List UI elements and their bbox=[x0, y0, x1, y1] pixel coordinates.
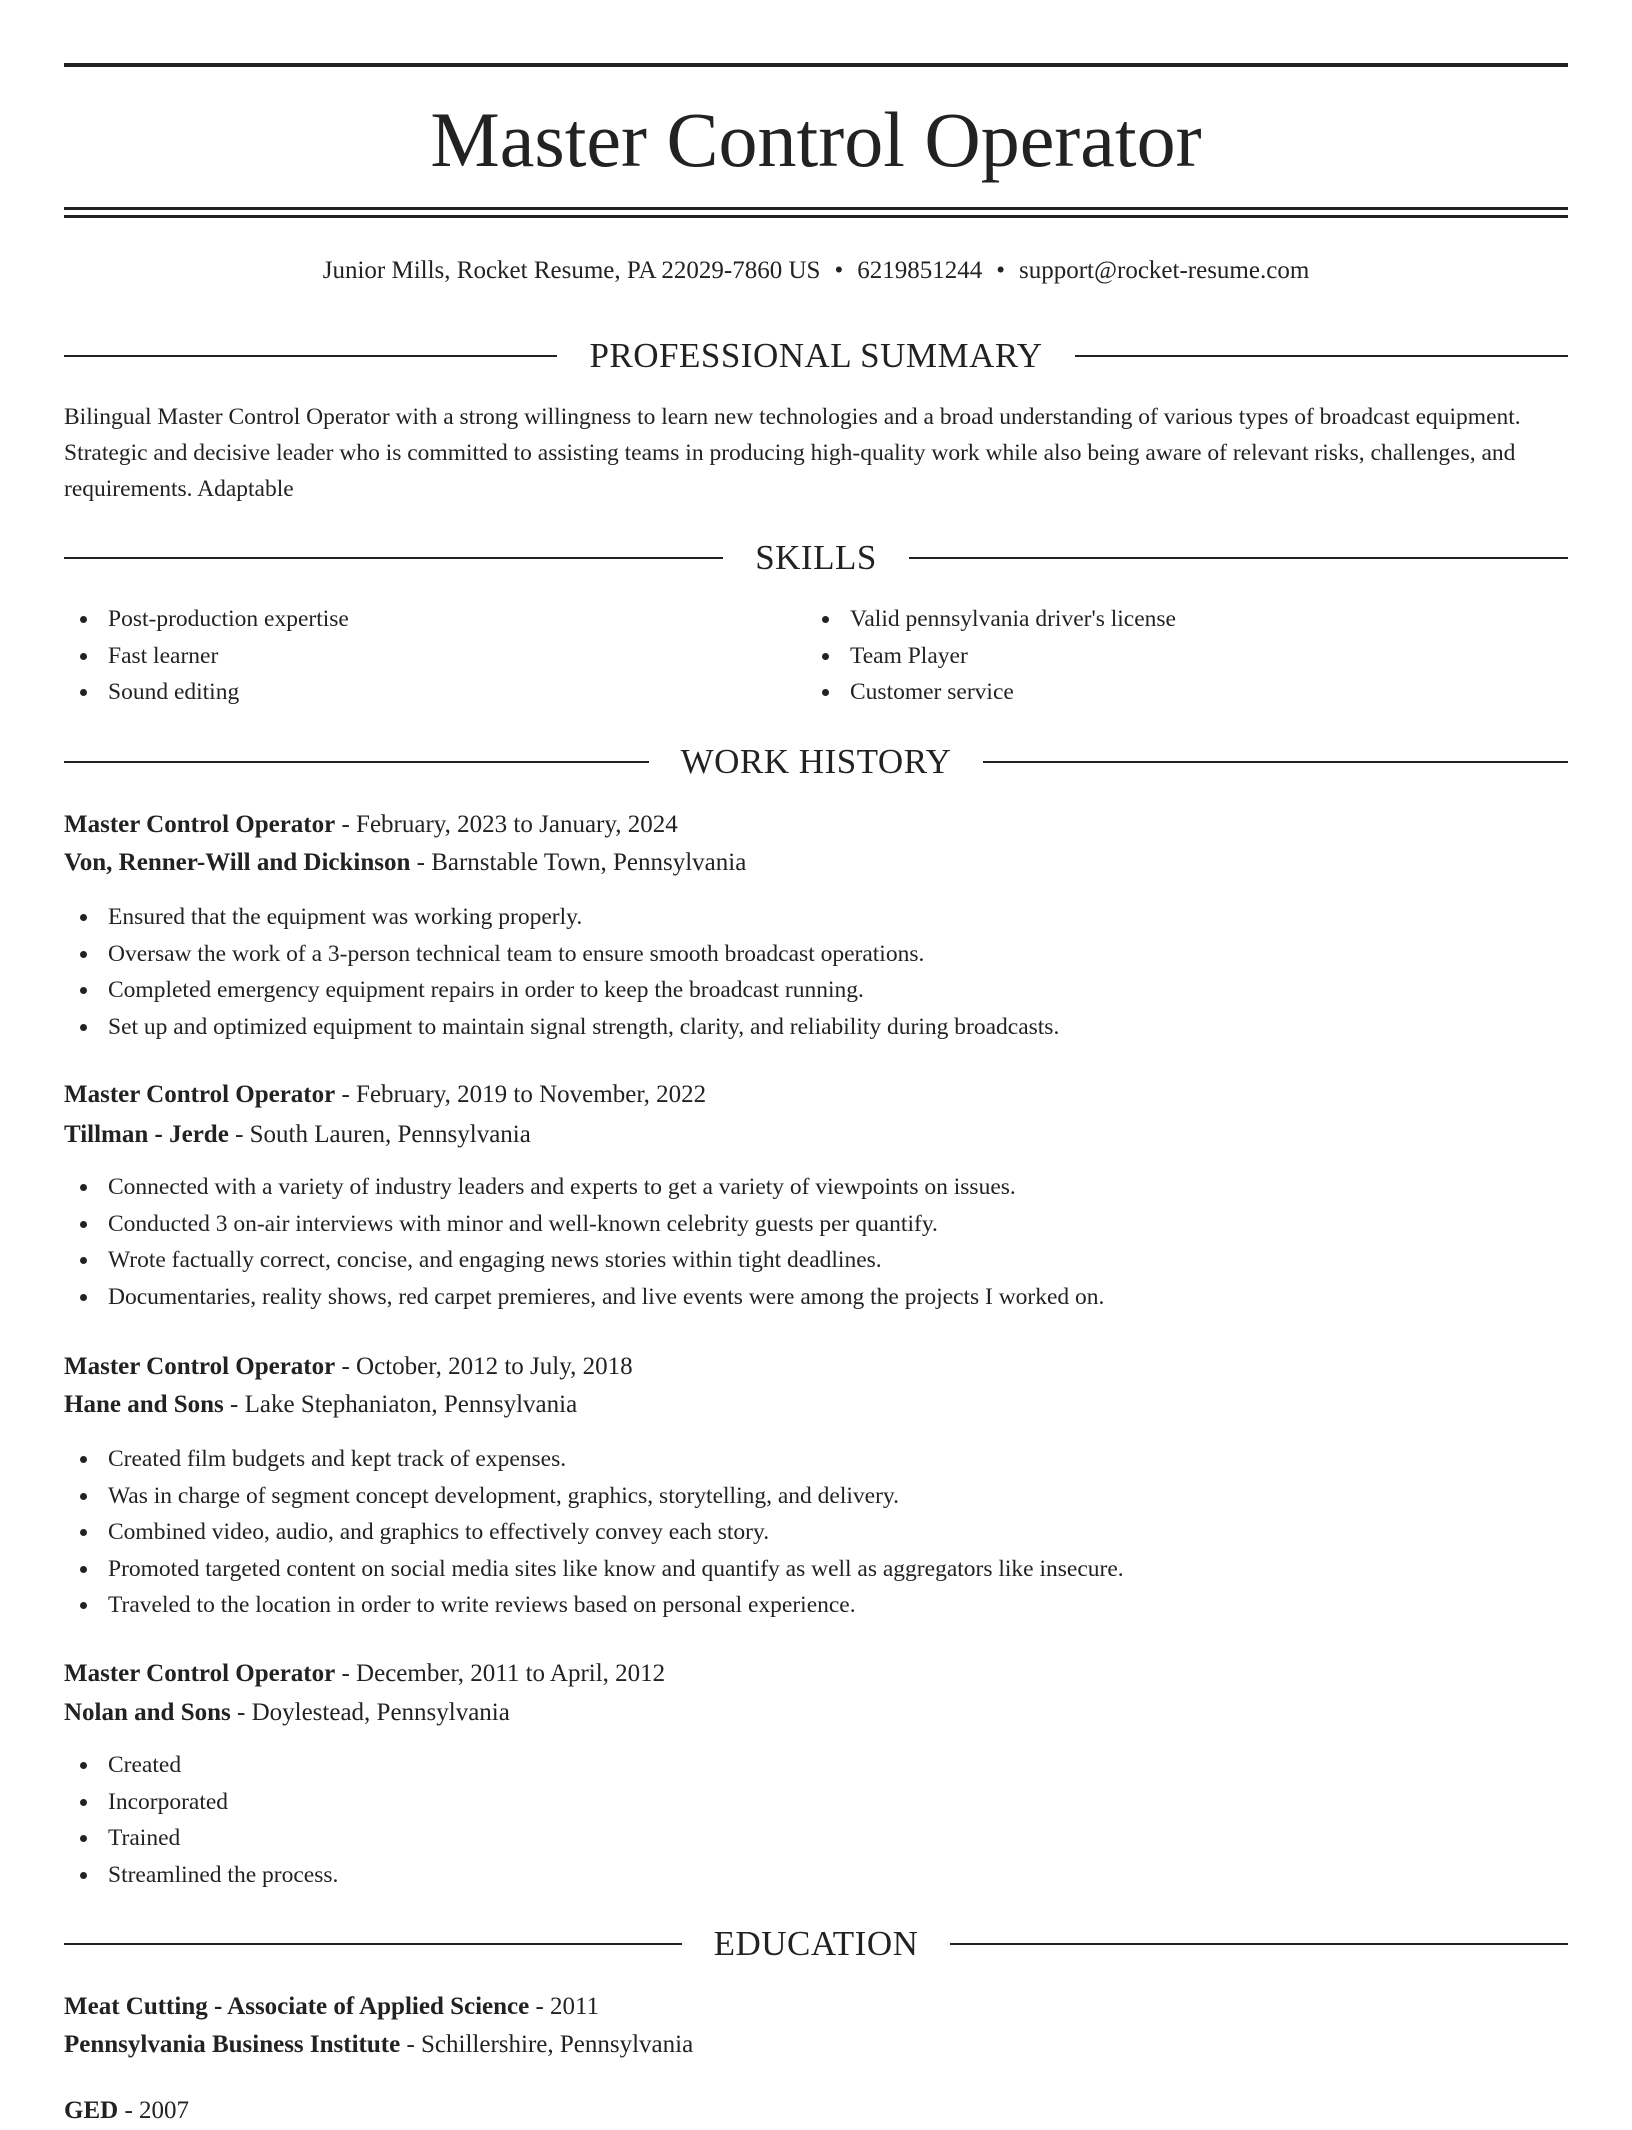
job-title: Master Control Operator bbox=[64, 1660, 336, 1687]
job-title-line bbox=[64, 806, 1568, 844]
education-heading bbox=[64, 1920, 1568, 1968]
education-degree-line bbox=[64, 1988, 1568, 2026]
job-bullet: Connected with a variety of industry leaders and experts to get a variety of viewpoints on issues. bbox=[64, 1169, 1568, 1206]
contact-line bbox=[64, 253, 1568, 289]
job-company-line bbox=[64, 1694, 1568, 1732]
job-location: - Doylestead, Pennsylvania bbox=[230, 1699, 510, 1726]
job-company: Nolan and Sons bbox=[64, 1699, 231, 1726]
contact-phone: 6219851244 bbox=[857, 257, 983, 284]
job-bullet: Created bbox=[64, 1747, 1568, 1784]
header-rule-1 bbox=[64, 207, 1568, 210]
job-company-line bbox=[64, 844, 1568, 882]
work-heading bbox=[64, 738, 1568, 786]
job-company: Von, Renner-Will and Dickinson bbox=[64, 849, 411, 876]
education-degree-line bbox=[64, 2092, 1568, 2130]
heading-rule-left bbox=[64, 355, 557, 357]
summary-heading bbox=[64, 332, 1568, 380]
contact-address: Junior Mills, Rocket Resume, PA 22029-7860 US bbox=[322, 257, 821, 284]
job-dates: - February, 2023 to January, 2024 bbox=[335, 811, 678, 838]
summary-heading-label: PROFESSIONAL SUMMARY bbox=[589, 336, 1043, 375]
job-title-line bbox=[64, 1076, 1568, 1114]
heading-rule-right bbox=[909, 557, 1568, 559]
skills-heading bbox=[64, 534, 1568, 582]
job-company: Tillman - Jerde bbox=[64, 1121, 229, 1148]
heading-rule-left bbox=[64, 761, 649, 763]
job-bullet: Was in charge of segment concept development, graphics, storytelling, and delivery. bbox=[64, 1478, 1568, 1515]
work-heading-label: WORK HISTORY bbox=[680, 742, 952, 781]
job-bullet: Conducted 3 on-air interviews with minor and well-known celebrity guests per quantify. bbox=[64, 1206, 1568, 1243]
education-degree: Meat Cutting - Associate of Applied Science bbox=[64, 1993, 530, 2020]
skills-heading-label: SKILLS bbox=[755, 538, 877, 577]
job-location: - Barnstable Town, Pennsylvania bbox=[410, 849, 747, 876]
summary-text: Bilingual Master Control Operator with a strong willingness to learn new technologies and a broad understanding of various types of broadcast equipment. Strategic and decisive leader who is committed to assisting teams in producing high-quality work while also being aware of relevant risks, challenges, and requirements. Adaptable bbox=[64, 404, 1521, 502]
job-bullet: Incorporated bbox=[64, 1784, 1568, 1821]
job-bullet: Trained bbox=[64, 1820, 1568, 1857]
job-bullet: Promoted targeted content on social media sites like know and quantify as well as aggregators like insecure. bbox=[64, 1551, 1568, 1588]
job-company: Hane and Sons bbox=[64, 1391, 224, 1418]
skill-item: Post-production expertise bbox=[64, 601, 804, 638]
education-year: - 2007 bbox=[118, 2097, 190, 2124]
job-bullet: Ensured that the equipment was working properly. bbox=[64, 899, 1568, 936]
heading-rule-right bbox=[950, 1943, 1568, 1945]
page-title: Master Control Operator bbox=[430, 96, 1202, 183]
job-title: Master Control Operator bbox=[64, 811, 336, 838]
education-degree: GED bbox=[64, 2097, 119, 2124]
skill-item: Fast learner bbox=[64, 638, 804, 675]
job-bullet: Oversaw the work of a 3-person technical team to ensure smooth broadcast operations. bbox=[64, 936, 1568, 973]
skills-list-right bbox=[806, 601, 1566, 711]
job-bullet: Created film budgets and kept track of expenses. bbox=[64, 1441, 1568, 1478]
job-bullets bbox=[64, 899, 1568, 1045]
header-rule-2 bbox=[64, 215, 1568, 218]
heading-rule-left bbox=[64, 1943, 682, 1945]
job-bullet: Set up and optimized equipment to maintain signal strength, clarity, and reliability during broadcasts. bbox=[64, 1009, 1568, 1046]
skill-item: Team Player bbox=[806, 638, 1566, 675]
education-school: Pennsylvania Business Institute bbox=[64, 2031, 401, 2058]
skill-item: Customer service bbox=[806, 674, 1566, 711]
job-bullets bbox=[64, 1747, 1568, 1893]
job-bullet: Combined video, audio, and graphics to effectively convey each story. bbox=[64, 1514, 1568, 1551]
heading-rule-left bbox=[64, 557, 723, 559]
job-company-line bbox=[64, 1116, 1568, 1154]
contact-email[interactable]: support@rocket-resume.com bbox=[1018, 257, 1310, 284]
job-company-line bbox=[64, 1386, 1568, 1424]
job-location: - South Lauren, Pennsylvania bbox=[228, 1121, 531, 1148]
education-school-line bbox=[64, 2026, 1568, 2064]
job-bullet: Traveled to the location in order to write reviews based on personal experience. bbox=[64, 1587, 1568, 1624]
job-title: Master Control Operator bbox=[64, 1353, 336, 1380]
job-bullet: Streamlined the process. bbox=[64, 1857, 1568, 1894]
job-location: - Lake Stephaniaton, Pennsylvania bbox=[223, 1391, 578, 1418]
job-bullet: Documentaries, reality shows, red carpet premieres, and live events were among the projects I worked on. bbox=[64, 1279, 1568, 1316]
skill-item: Sound editing bbox=[64, 674, 804, 711]
job-title: Master Control Operator bbox=[64, 1081, 336, 1108]
skills-list-left bbox=[64, 601, 804, 711]
job-title-line bbox=[64, 1348, 1568, 1386]
contact-separator: • bbox=[996, 257, 1005, 284]
job-bullet: Completed emergency equipment repairs in order to keep the broadcast running. bbox=[64, 972, 1568, 1009]
heading-rule-right bbox=[1075, 355, 1568, 357]
education-location: - Schillershire, Pennsylvania bbox=[400, 2031, 694, 2058]
job-bullets bbox=[64, 1441, 1568, 1624]
contact-separator: • bbox=[834, 257, 844, 284]
education-heading-label: EDUCATION bbox=[713, 1924, 919, 1963]
header-top-rule bbox=[64, 63, 1568, 67]
job-dates: - February, 2019 to November, 2022 bbox=[335, 1081, 707, 1108]
education-year: - 2011 bbox=[529, 1993, 600, 2020]
heading-rule-right bbox=[983, 761, 1568, 763]
job-bullet: Wrote factually correct, concise, and engaging news stories within tight deadlines. bbox=[64, 1242, 1568, 1279]
job-dates: - December, 2011 to April, 2012 bbox=[335, 1660, 666, 1687]
skill-item: Valid pennsylvania driver's license bbox=[806, 601, 1566, 638]
job-title-line bbox=[64, 1655, 1568, 1693]
job-bullets bbox=[64, 1169, 1568, 1315]
job-dates: - October, 2012 to July, 2018 bbox=[335, 1353, 633, 1380]
